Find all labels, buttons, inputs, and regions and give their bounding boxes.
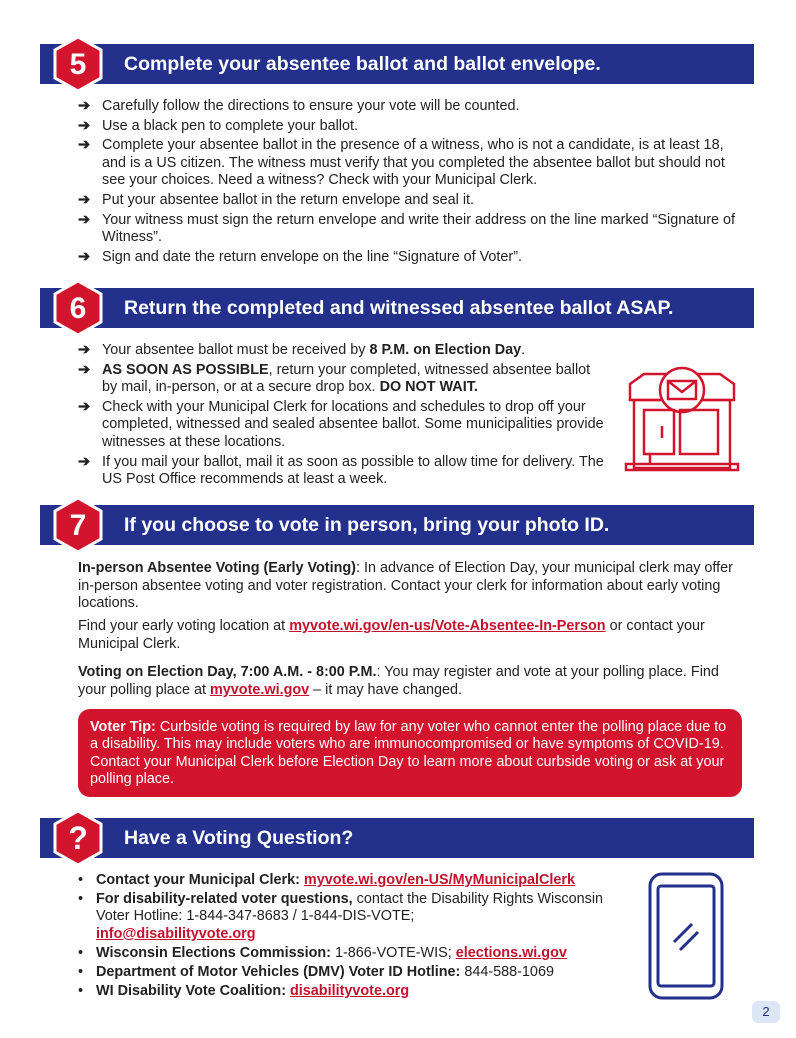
list-item: ➔ AS SOON AS POSSIBLE, return your completed, witnessed absentee ballot by mail, in-person, or at a secure drop box. DO NOT WAIT. — [78, 361, 591, 396]
disability-email-link[interactable]: info@disabilityvote.org — [96, 925, 256, 942]
step-6-title: Return the completed and witnessed absentee ballot ASAP. — [124, 297, 674, 319]
step-6-list — [78, 342, 608, 491]
step-6-banner — [40, 288, 754, 328]
disability-vote-link[interactable]: disabilityvote.org — [290, 983, 410, 1000]
post-office-icon — [622, 360, 742, 472]
list-item: • Wisconsin Elections Commission: 1-866-VOTE-WIS; elections.wi.gov — [78, 944, 567, 961]
step-5-title: Complete your absentee ballot and ballot envelope. — [124, 53, 601, 75]
question-title: Have a Voting Question? — [124, 827, 354, 849]
step-7-title: If you choose to vote in person, bring your photo ID. — [124, 514, 610, 536]
list-item: ➔ Use a black pen to complete your ballot. — [78, 117, 358, 134]
list-item: ➔ Complete your absentee ballot in the presence of a witness, who is not a candidate, is at least 18, and is a US citizen. The witness must verify that you completed the absentee ballot but should not see your choices. Need a witness? Check with your Municipal Clerk. — [78, 137, 725, 189]
election-day-paragraph: Voting on Election Day, 7:00 A.M. - 8:00 P.M.: You may register and vote at your polling place. Find your polling place at myvote.wi.gov – it may have changed. — [78, 664, 719, 698]
list-item: ➔ Sign and date the return envelope on the line “Signature of Voter”. — [78, 248, 523, 265]
step-7-badge — [50, 497, 106, 553]
contact-list — [78, 872, 638, 1002]
list-item: • Contact your Municipal Clerk: myvote.wi.gov/en-US/MyMunicipalClerk — [78, 872, 575, 888]
list-item: • For disability-related voter questions, contact the Disability Rights Wisconsin Voter Hotline: 1-844-347-8683 / 1-844-DIS-VOTE; info@disabilityvote.org — [78, 891, 604, 942]
early-voting-link[interactable]: myvote.wi.gov/en-us/Vote-Absentee-In-Person — [289, 618, 606, 634]
list-item: • Department of Motor Vehicles (DMV) Voter ID Hotline: 844-588-1069 — [78, 964, 554, 981]
step-5-banner — [40, 44, 754, 84]
step-7-banner — [40, 505, 754, 545]
early-voting-paragraph: In-person Absentee Voting (Early Voting): In advance of Election Day, your municipal clerk may offer in-person absentee voting and voter registration. Contact your clerk for information about early voting locations. — [78, 560, 733, 612]
step-6-badge — [50, 280, 106, 336]
elections-link[interactable]: elections.wi.gov — [455, 944, 567, 961]
list-item: ➔ Your witness must sign the return envelope and write their address on the line marked “Signature of Witness”. — [78, 211, 736, 246]
step-7-number: 7 — [69, 509, 87, 542]
question-banner — [40, 818, 754, 858]
list-item: ➔ If you mail your ballot, mail it as soon as possible to allow time for delivery. The US Post Office recommends at least a week. — [78, 453, 604, 488]
question-badge — [50, 810, 106, 866]
polling-place-link[interactable]: myvote.wi.gov — [210, 681, 310, 698]
step-6-number: 6 — [69, 292, 87, 325]
step-5-number: 5 — [69, 48, 87, 81]
list-item: ➔ Check with your Municipal Clerk for locations and schedules to drop off your completed, witnessed and sealed absentee ballot. Some municipalities provide witnesses at these locations. — [78, 398, 604, 450]
list-item: ➔ Your absentee ballot must be received by 8 P.M. on Election Day. — [78, 342, 526, 358]
list-item: ➔ Put your absentee ballot in the return envelope and seal it. — [78, 191, 475, 208]
step-5-badge — [50, 36, 106, 92]
smartphone-icon — [648, 872, 724, 1000]
municipal-clerk-link[interactable]: myvote.wi.gov/en-US/MyMunicipalClerk — [303, 872, 575, 888]
list-item: ➔ Carefully follow the directions to ensure your vote will be counted. — [78, 98, 520, 114]
question-mark-icon: ? — [68, 820, 88, 856]
early-voting-location-paragraph: Find your early voting location at myvote.wi.gov/en-us/Vote-Absentee-In-Person or contact your Municipal Clerk. — [78, 618, 705, 652]
list-item: • WI Disability Vote Coalition: disabilityvote.org — [78, 983, 410, 1000]
step-5-list — [78, 98, 738, 268]
voter-tip-box: Voter Tip: Curbside voting is required by law for any voter who cannot enter the polling place due to a disability. This may include voters who are immunocompromised or have symptoms of COVID-19. Contact your Municipal Clerk before Election Day to learn more about curbside voting or ask at your polling place. — [78, 709, 742, 797]
page-number: 2 — [752, 1001, 780, 1023]
